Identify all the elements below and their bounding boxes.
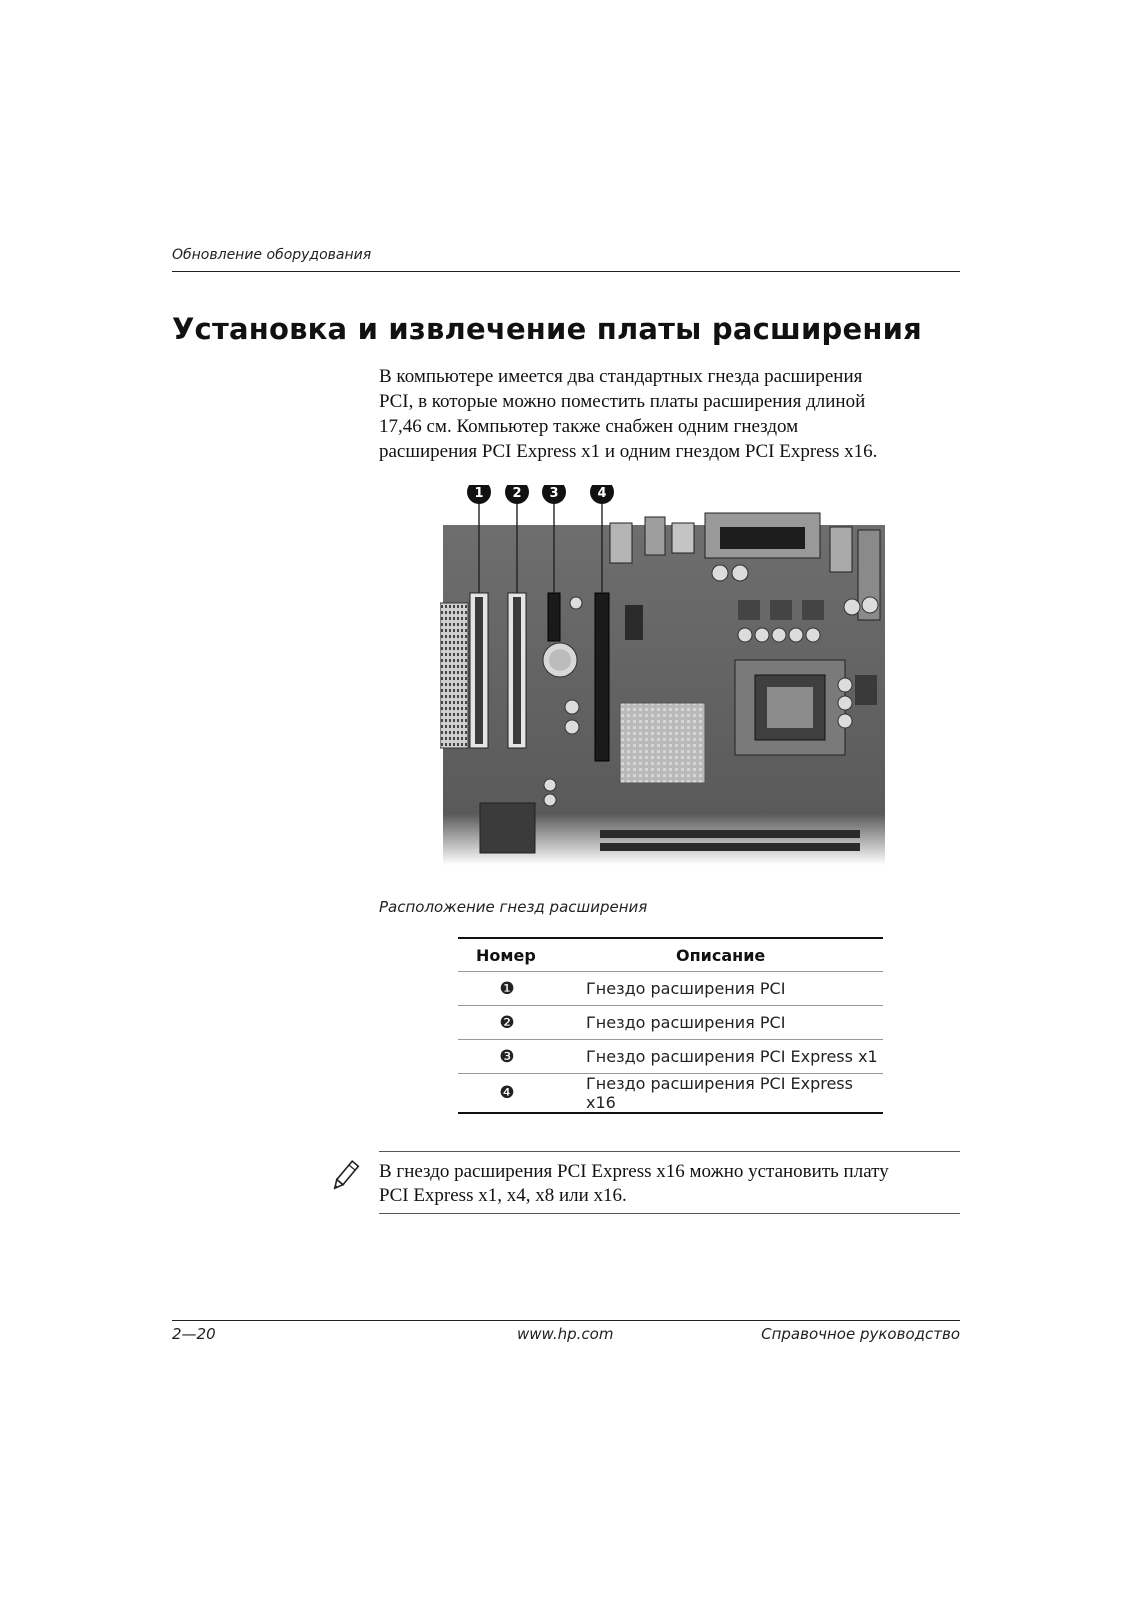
footer-website: www.hp.com [517, 1325, 614, 1343]
legend-number: ❷ [458, 1006, 586, 1040]
callout-1 [467, 485, 491, 504]
legend-header-number: Номер [458, 938, 586, 972]
legend-header-row [458, 938, 883, 972]
motherboard-figure [440, 485, 910, 885]
legend-number: ❶ [458, 972, 586, 1006]
intro-line: В компьютере имеется два стандартных гнезда расширения [379, 366, 863, 387]
running-header: Обновление оборудования [172, 247, 372, 263]
footer-doc-title: Справочное руководство [761, 1325, 960, 1343]
section-title: Установка и извлечение платы расширения [172, 312, 922, 346]
header-rule [172, 271, 960, 272]
footer-rule [172, 1320, 960, 1321]
legend-description: Гнездо расширения PCI [586, 972, 883, 1006]
legend-number: ❹ [458, 1074, 586, 1114]
callout-4 [590, 485, 614, 504]
legend-header-description: Описание [586, 938, 883, 972]
table-row [458, 1040, 883, 1074]
table-row [458, 1074, 883, 1114]
table-row [458, 1006, 883, 1040]
table-row [458, 972, 883, 1006]
legend-table [458, 937, 883, 1114]
intro-paragraph [379, 364, 969, 464]
figure-caption: Расположение гнезд расширения [379, 898, 648, 916]
note-line: В гнездо расширения PCI Express x16 можно установить плату [379, 1161, 889, 1182]
legend-number: ❸ [458, 1040, 586, 1074]
callout-label: 4 [597, 486, 607, 501]
note-rule-bottom [379, 1213, 960, 1214]
callout-2 [505, 485, 529, 504]
intro-line: PCI, в которые можно поместить платы расширения длиной [379, 391, 866, 412]
note-text [379, 1160, 969, 1208]
intro-line: 17,46 см. Компьютер также снабжен одним гнездом [379, 416, 799, 437]
callout-label: 1 [474, 486, 484, 501]
intro-line: расширения PCI Express x1 и одним гнездом PCI Express x16. [379, 441, 878, 462]
note-line: PCI Express x1, x4, x8 или x16. [379, 1185, 627, 1206]
legend-description: Гнездо расширения PCI [586, 1006, 883, 1040]
note-rule-top [379, 1151, 960, 1152]
page-number: 2—20 [172, 1325, 216, 1343]
motherboard-image [440, 485, 910, 885]
legend-description: Гнездо расширения PCI Express x16 [586, 1074, 883, 1114]
pencil-note-icon [327, 1158, 363, 1194]
legend-description: Гнездо расширения PCI Express x1 [586, 1040, 883, 1074]
callout-3 [542, 485, 566, 504]
callout-label: 2 [512, 486, 522, 501]
callout-label: 3 [549, 486, 559, 501]
